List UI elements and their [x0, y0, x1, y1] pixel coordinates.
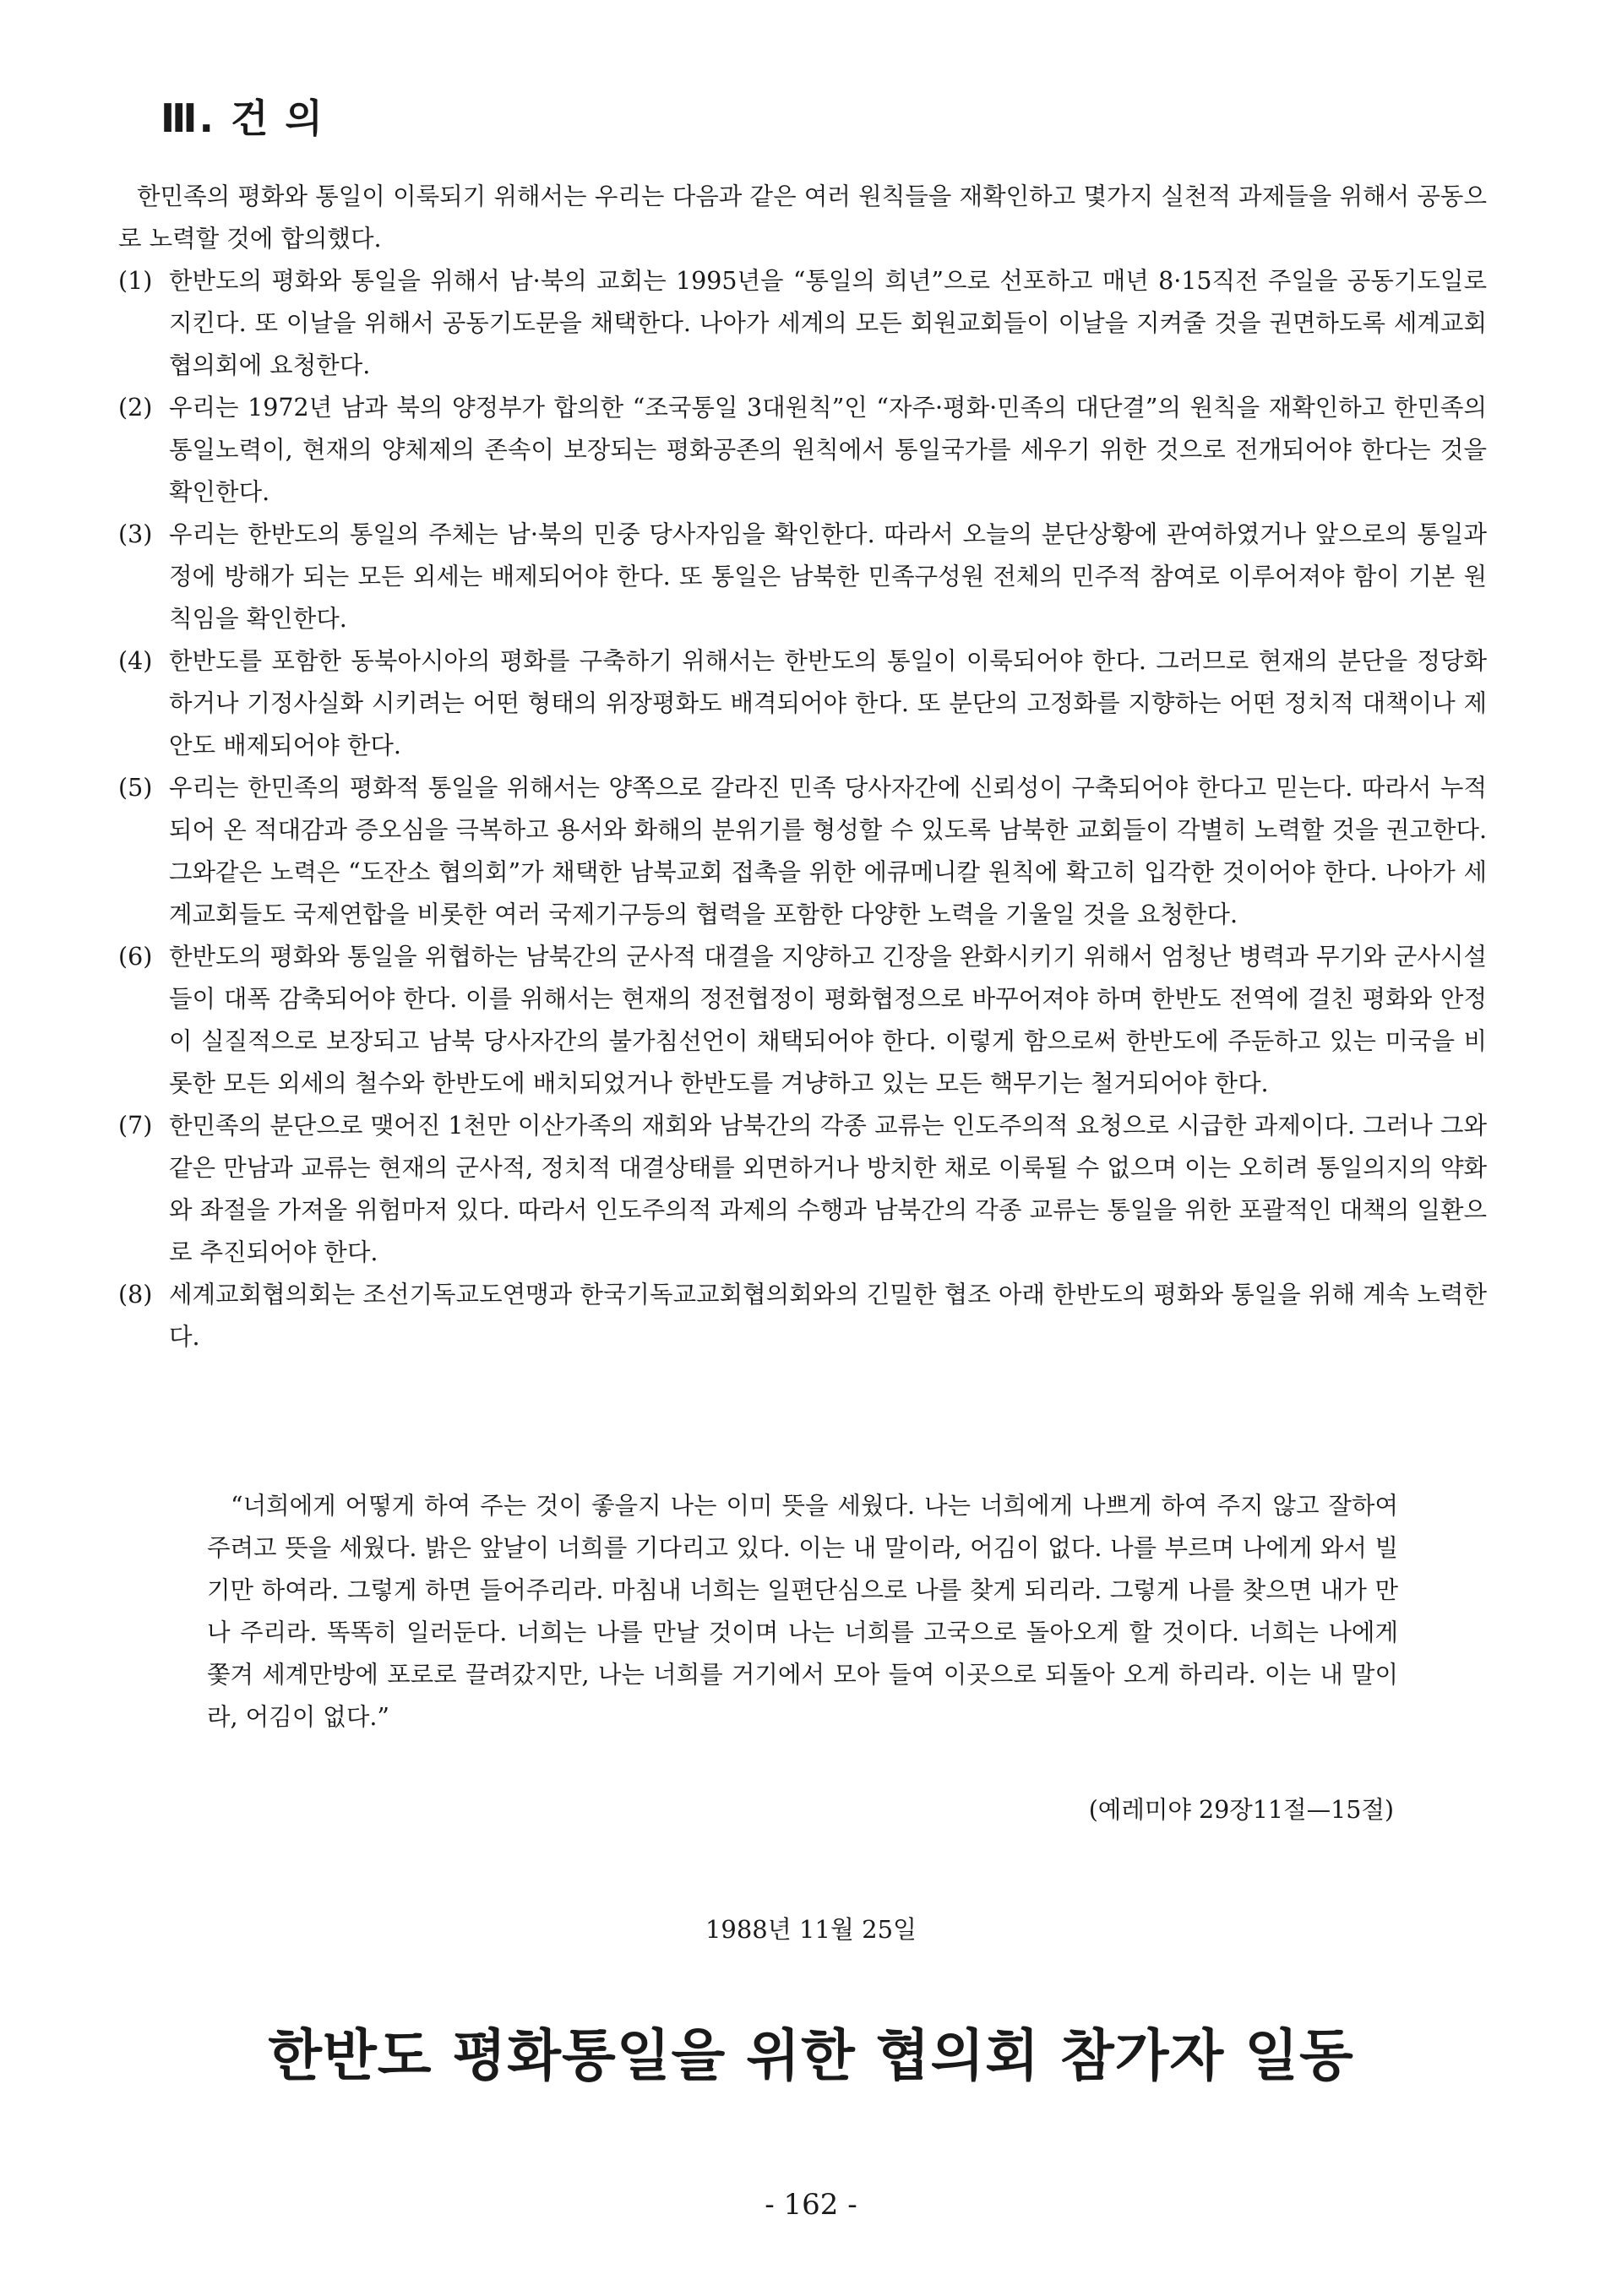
scripture-quote: “너희에게 어떻게 하여 주는 것이 좋을지 나는 이미 뜻을 세웠다. 나는 너희에게 나쁘게 하여 주지 않고 잘하여 주려고 뜻을 세웠다. 밝은 앞날이 너희를 기다리고 있다. 이는 내 말이라, 어김이 없다. 나를 부르며 나에게 와서 빌기만 하여라. 그렇게 하면 들어주리라. 마침내 너희는 일편단심으로 나를 찾게 되리라. 그렇게 나를 찾으면 내가 만나 주리라. 똑똑히 일러둔다. 너희는 나를 만날 것이며 나는 너희를 고국으로 돌아오게 할 것이다. 너희는 나에게 쫓겨 세계만방에 포로로 끌려갔지만, 나는 너희를 거기에서 모아 들여 이곳으로 되돌아 오게 하리라. 이는 내 말이라, 어김이 없다.”: [207, 1492, 1398, 1731]
resolution-item-6: [118, 936, 1487, 1105]
resolution-item-5: [118, 767, 1487, 936]
document-date: 1988년 11월 25일: [705, 1915, 917, 1944]
section-heading: Ⅲ. 건 의: [161, 95, 324, 141]
item-number: (5): [118, 774, 153, 802]
item-text: 한민족의 분단으로 맺어진 1천만 이산가족의 재회와 남북간의 각종 교류는 인도주의적 요청으로 시급한 과제이다. 그러나 그와같은 만남과 교류는 현재의 군사적, 정치적 대결상태를 외면하거나 방치한 채로 이룩될 수 없으며 이는 오히려 통일의지의 약화와 좌절을 가져올 위험마저 있다. 따라서 인도주의적 과제의 수행과 남북간의 각종 교류는 통일을 위한 포괄적인 대책의 일환으로 추진되어야 한다.: [169, 1112, 1487, 1266]
item-text: 한반도를 포함한 동북아시아의 평화를 구축하기 위해서는 한반도의 통일이 이룩되어야 한다. 그러므로 현재의 분단을 정당화 하거나 기정사실화 시키려는 어떤 형태의 위장평화도 배격되어야 한다. 또 분단의 고정화를 지향하는 어떤 정치적 대책이나 제안도 배제되어야 한다.: [169, 647, 1487, 759]
item-text: 세계교회협의회는 조선기독교도연맹과 한국기독교교회협의회와의 긴밀한 협조 아래 한반도의 평화와 통일을 위해 계속 노력한다.: [169, 1281, 1487, 1351]
page-number: - 162 -: [765, 2188, 857, 2222]
scripture-citation: (예레미야 29장11절—15절): [1088, 1796, 1394, 1824]
item-text: 우리는 한반도의 통일의 주체는 남·북의 민중 당사자임을 확인한다. 따라서 오늘의 분단상황에 관여하였거나 앞으로의 통일과정에 방해가 되는 모든 외세는 배제되어야 한다. 또 통일은 남북한 민족구성원 전체의 민주적 참여로 이루어져야 함이 기본 원칙임을 확인한다.: [169, 520, 1487, 633]
item-text: 한반도의 평화와 통일을 위협하는 남북간의 군사적 대결을 지양하고 긴장을 완화시키기 위해서 엄청난 병력과 무기와 군사시설들이 대폭 감축되어야 한다. 이를 위해서는 현재의 정전협정이 평화협정으로 바꾸어져야 하며 한반도 전역에 걸친 평화와 안정이 실질적으로 보장되고 남북 당사자간의 불가침선언이 채택되어야 한다. 이렇게 함으로써 한반도에 주둔하고 있는 미국을 비롯한 모든 외세의 철수와 한반도에 배치되었거나 한반도를 겨냥하고 있는 모든 핵무기는 철거되어야 한다.: [169, 943, 1487, 1097]
item-number: (1): [118, 267, 153, 295]
resolution-item-8: [118, 1274, 1487, 1358]
signature-line: 한반도 평화통일을 위한 협의회 참가자 일동: [268, 2023, 1354, 2088]
intro-paragraph: 한민족의 평화와 통일이 이룩되기 위해서는 우리는 다음과 같은 여러 원칙들을 재확인하고 몇가지 실천적 과제들을 위해서 공동으로 노력할 것에 합의했다.: [118, 182, 1487, 253]
resolution-item-7: [118, 1105, 1487, 1274]
item-text: 한반도의 평화와 통일을 위해서 남·북의 교회는 1995년을 “통일의 희년”으로 선포하고 매년 8·15직전 주일을 공동기도일로 지킨다. 또 이날을 위해서 공동기도문을 채택한다. 나아가 세계의 모든 회원교회들이 이날을 지켜줄 것을 권면하도록 세계교회협의회에 요청한다.: [169, 267, 1487, 379]
item-number: (6): [118, 943, 153, 971]
resolution-list: [118, 260, 1487, 1358]
resolution-item-2: [118, 387, 1487, 514]
item-number: (3): [118, 520, 153, 548]
item-number: (4): [118, 647, 153, 675]
item-text: 우리는 1972년 남과 북의 양정부가 합의한 “조국통일 3대원칙”인 “자주·평화·민족의 대단결”의 원칙을 재확인하고 한민족의 통일노력이, 현재의 양체제의 존속이 보장되는 평화공존의 원칙에서 통일국가를 세우기 위한 것으로 전개되어야 한다는 것을 확인한다.: [169, 394, 1487, 506]
item-number: (8): [118, 1281, 153, 1309]
item-text: 우리는 한민족의 평화적 통일을 위해서는 양쪽으로 갈라진 민족 당사자간에 신뢰성이 구축되어야 한다고 믿는다. 따라서 누적되어 온 적대감과 증오심을 극복하고 용서와 화해의 분위기를 형성할 수 있도록 남북한 교회들이 각별히 노력할 것을 권고한다. 그와같은 노력은 “도잔소 협의회”가 채택한 남북교회 접촉을 위한 에큐메니칼 원칙에 확고히 입각한 것이어야 한다. 나아가 세계교회들도 국제연합을 비롯한 여러 국제기구등의 협력을 포함한 다양한 노력을 기울일 것을 요청한다.: [169, 774, 1487, 928]
resolution-item-3: [118, 514, 1487, 640]
resolution-item-1: [118, 260, 1487, 387]
resolution-item-4: [118, 640, 1487, 767]
item-number: (7): [118, 1112, 153, 1140]
item-number: (2): [118, 394, 153, 422]
